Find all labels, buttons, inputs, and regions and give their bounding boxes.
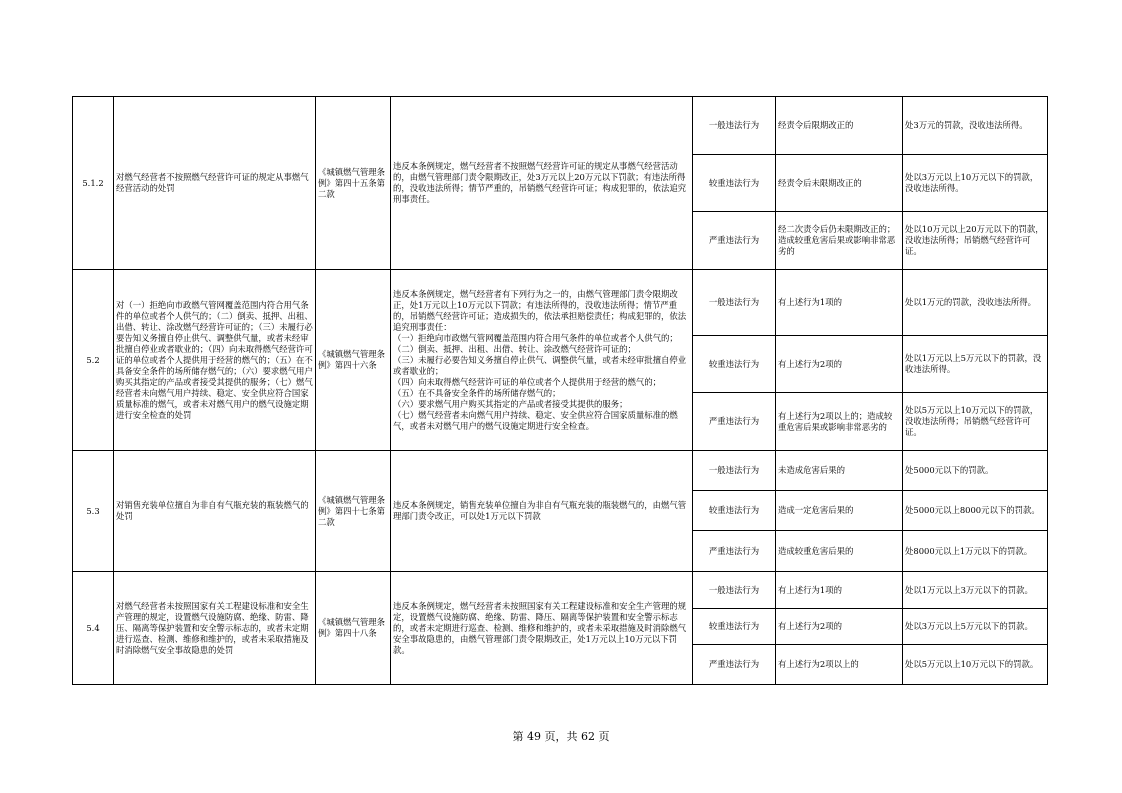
item-code: 5.4: [73, 572, 114, 685]
provision-text: 违反本条例规定，燃气经营者不按照燃气经营许可证的规定从事燃气经营活动的，由燃气管理部门责令限期改正，处3万元以上20万元以下罚款；有违法所得的，没收违法所得；情节严重的，吊销燃气经营许可证；构成犯罪的，依法追究刑事责任。: [391, 97, 693, 270]
table-row: [73, 572, 1048, 609]
circumstance: 经责令后限期改正的: [776, 97, 903, 155]
violation-level: 较重违法行为: [693, 336, 776, 393]
legal-basis: 《城镇燃气管理条例》第四十六条: [316, 270, 391, 451]
circumstance: 造成一定危害后果的: [776, 491, 903, 531]
circumstance: 造成较重危害后果的: [776, 531, 903, 572]
violation-level: 较重违法行为: [693, 609, 776, 645]
page-number: 第 49 页，共 62 页: [512, 730, 610, 743]
penalty: 处以5万元以上10万元以下的罚款，没收违法所得；吊销燃气经营许可证。: [903, 393, 1048, 451]
legal-basis: 《城镇燃气管理条例》第四十五条第二款: [316, 97, 391, 270]
penalty: 处以3万元以上5万元以下的罚款。: [903, 609, 1048, 645]
circumstance: 有上述行为2项以上的: [776, 645, 903, 685]
penalty: 处以1万元以上3万元以下的罚款。: [903, 572, 1048, 609]
item-code: 5.2: [73, 270, 114, 451]
violation-level: 严重违法行为: [693, 212, 776, 270]
violation-level: 严重违法行为: [693, 393, 776, 451]
penalty: 处5000元以上8000元以下的罚款。: [903, 491, 1048, 531]
violation-level: 较重违法行为: [693, 155, 776, 212]
item-name: 对燃气经营者不按照燃气经营许可证的规定从事燃气经营活动的处罚: [114, 97, 316, 270]
circumstance: 有上述行为1项的: [776, 270, 903, 336]
circumstance: 经责令后未限期改正的: [776, 155, 903, 212]
circumstance: 经二次责令后仍未限期改正的；造成较重危害后果或影响非常恶劣的: [776, 212, 903, 270]
circumstance: 有上述行为1项的: [776, 572, 903, 609]
penalty: 处以1万元以上5万元以下的罚款，没收违法所得。: [903, 336, 1048, 393]
circumstance: 有上述行为2项以上的；造成较重危害后果或影响非常恶劣的: [776, 393, 903, 451]
circumstance: 有上述行为2项的: [776, 609, 903, 645]
provision-text: 违反本条例规定，燃气经营者有下列行为之一的，由燃气管理部门责令限期改正，处1万元以上10万元以下罚款；有违法所得的，没收违法所得；情节严重的，吊销燃气经营许可证；造成损失的，依法承担赔偿责任；构成犯罪的，依法追究刑事责任： （一）拒绝向市政燃气管网覆盖范围内符合用气条件的单位或者个人供气的； （二）倒卖、抵押、出租、出借、转让、涂改燃气经营许可证的； （三）未履行必要告知义务擅自停止供气、调整供气量，或者未经审批擅自停业或者歇业的； （四）向未取得燃气经营许可证的单位或者个人提供用于经营的燃气的； （五）在不具备安全条件的场所储存燃气的； （六）要求燃气用户购买其指定的产品或者接受其提供的服务； （七）燃气经营者未向燃气用户持续、稳定、安全供应符合国家质量标准的燃气，或者未对燃气用户的燃气设施定期进行安全检查。: [391, 270, 693, 451]
violation-level: 严重违法行为: [693, 531, 776, 572]
penalty: 处3万元的罚款，没收违法所得。: [903, 97, 1048, 155]
item-code: 5.1.2: [73, 97, 114, 270]
penalty: 处以1万元的罚款，没收违法所得。: [903, 270, 1048, 336]
violation-level: 一般违法行为: [693, 451, 776, 491]
table-row: [73, 97, 1048, 155]
penalty: 处8000元以上1万元以下的罚款。: [903, 531, 1048, 572]
penalty: 处以10万元以上20万元以下的罚款，没收违法所得；吊销燃气经营许可证。: [903, 212, 1048, 270]
penalty: 处以3万元以上10万元以下的罚款，没收违法所得。: [903, 155, 1048, 212]
circumstance: 有上述行为2项的: [776, 336, 903, 393]
circumstance: 未造成危害后果的: [776, 451, 903, 491]
item-code: 5.3: [73, 451, 114, 572]
table-row: [73, 451, 1048, 491]
violation-level: 一般违法行为: [693, 97, 776, 155]
item-name: 对（一）拒绝向市政燃气管网覆盖范围内符合用气条件的单位或者个人供气的；（二）倒卖、抵押、出租、出借、转让、涂改燃气经营许可证的；（三）未履行必要告知义务擅自停止供气、调整供气量，或者未经审批擅自停业或者歇业的；（四）向未取得燃气经营许可证的单位或者个人提供用于经营的燃气的；（五）在不具备安全条件的场所储存燃气的；（六）要求燃气用户购买其指定的产品或者接受其提供的服务；（七）燃气经营者未向燃气用户持续、稳定、安全供应符合国家质量标准的燃气，或者未对燃气用户的燃气设施定期进行安全检查的处罚: [114, 270, 316, 451]
violation-level: 较重违法行为: [693, 491, 776, 531]
penalty: 处以5万元以上10万元以下的罚款。: [903, 645, 1048, 685]
violation-level: 一般违法行为: [693, 572, 776, 609]
legal-basis: 《城镇燃气管理条例》第四十八条: [316, 572, 391, 685]
item-name: 对销售充装单位擅自为非自有气瓶充装的瓶装燃气的处罚: [114, 451, 316, 572]
violation-level: 严重违法行为: [693, 645, 776, 685]
legal-basis: 《城镇燃气管理条例》第四十七条第二款: [316, 451, 391, 572]
penalty-table: [72, 96, 1048, 685]
item-name: 对燃气经营者未按照国家有关工程建设标准和安全生产管理的规定，设置燃气设施防腐、绝缘、防雷、降压、隔离等保护装置和安全警示标志的，或者未定期进行巡查、检测、维修和维护的，或者未采取措施及时消除燃气安全事故隐患的处罚: [114, 572, 316, 685]
provision-text: 违反本条例规定，燃气经营者未按照国家有关工程建设标准和安全生产管理的规定，设置燃气设施防腐、绝缘、防雷、降压、隔离等保护装置和安全警示标志的，或者未定期进行巡查、检测、维修和维护的，或者未采取措施及时消除燃气安全事故隐患的，由燃气管理部门责令限期改正，处1万元以上10万元以下罚款。: [391, 572, 693, 685]
provision-text: 违反本条例规定，销售充装单位擅自为非自有气瓶充装的瓶装燃气的，由燃气管理部门责令改正，可以处1万元以下罚款: [391, 451, 693, 572]
table-row: [73, 270, 1048, 336]
violation-level: 一般违法行为: [693, 270, 776, 336]
penalty: 处5000元以下的罚款。: [903, 451, 1048, 491]
